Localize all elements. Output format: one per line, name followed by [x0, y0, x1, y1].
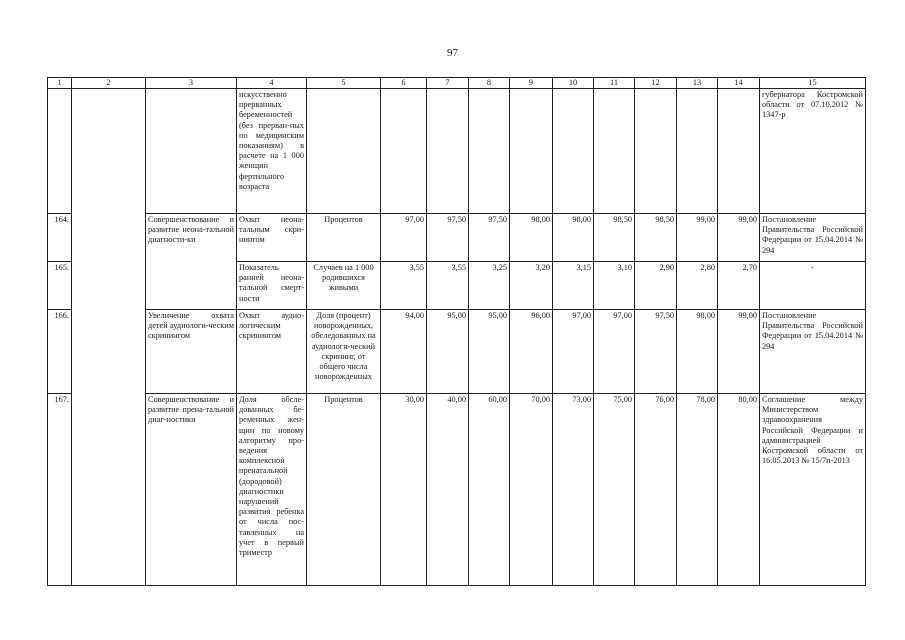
value-cell: 76,00	[635, 394, 677, 586]
value-cell: 60,00	[469, 394, 510, 586]
value-cell: 30,00	[381, 394, 427, 586]
column-header: 15	[760, 78, 866, 89]
value-cell: 3,25	[469, 262, 510, 310]
column-header: 8	[469, 78, 510, 89]
column-number-row	[48, 78, 866, 89]
value-cell: 3,10	[594, 262, 635, 310]
column-header: 2	[72, 78, 146, 89]
column-header: 6	[381, 78, 427, 89]
indicator-cell: Показатель ранней неона-тальной смерт-ности	[237, 262, 307, 310]
value-cell: 98,00	[677, 310, 718, 394]
basis-cell: губернатора Костромской области от 07.10.2012 № 1347-р	[760, 89, 866, 214]
table-row-continuation	[48, 89, 866, 214]
column-header: 1	[48, 78, 72, 89]
value-cell: 73,00	[553, 394, 594, 586]
unit-cell: Процентов	[307, 214, 381, 262]
table-row	[48, 310, 866, 394]
value-cell: 2,70	[718, 262, 760, 310]
value-cell: 95,00	[469, 310, 510, 394]
column-header: 5	[307, 78, 381, 89]
value-cell: 98,50	[594, 214, 635, 262]
value-cell: 2,80	[677, 262, 718, 310]
indicator-cell: Доля обсле-дованных бе-ременных жен-щин по новому алгоритму про-ведения комплексной пренатальной (дородовой) диагностики нарушений развития ребенка от числа пос-тавленных на учет в первый триместр	[237, 394, 307, 586]
page-number: 97	[447, 47, 458, 59]
row-number: 164.	[48, 214, 72, 262]
row-number: 167.	[48, 394, 72, 586]
basis-cell: -	[760, 262, 866, 310]
value-cell: 97,00	[381, 214, 427, 262]
indicator-cell: Охват аудио-логическим скринингом	[237, 310, 307, 394]
column-header: 7	[427, 78, 469, 89]
unit-cell: Доля (процент) новорожденных, обследованных на аудиологи-ческий скрининг, от общего числа новорожденных	[307, 310, 381, 394]
value-cell: 99,00	[677, 214, 718, 262]
indicator-cell: Охват неона-тальным скри-нингом	[237, 214, 307, 262]
column-header: 10	[553, 78, 594, 89]
value-cell: 99,00	[718, 310, 760, 394]
column-header: 14	[718, 78, 760, 89]
value-cell: 97,00	[594, 310, 635, 394]
value-cell: 3,55	[427, 262, 469, 310]
column-2-empty	[72, 89, 146, 586]
indicator-cell: искусственно прерванных беременностей (без прерван-ных по медицинским показаниям) в расчете на 1 000 женщин фертильного возраста	[237, 89, 307, 214]
table-row	[48, 214, 866, 262]
basis-cell: Постановление Правительства Российской Федерации от 15.04.2014 № 294	[760, 310, 866, 394]
value-cell: 97,50	[469, 214, 510, 262]
value-cell: 78,00	[677, 394, 718, 586]
column-header: 9	[510, 78, 553, 89]
event-cell: Увеличение охвата детей аудиологи-ческим скринингом	[146, 310, 237, 394]
value-cell: 94,00	[381, 310, 427, 394]
value-cell: 97,50	[635, 310, 677, 394]
basis-cell: Соглашение между Министерством здравоохранения Российской Федерации и администрацией Костромской области от 16.05.2013 № 15/7п-2013	[760, 394, 866, 586]
value-cell: 3,55	[381, 262, 427, 310]
row-number: 166.	[48, 310, 72, 394]
value-cell: 3,20	[510, 262, 553, 310]
value-cell: 80,00	[718, 394, 760, 586]
unit-cell: Случаев на 1 000 родившихся живыми	[307, 262, 381, 310]
value-cell: 97,50	[427, 214, 469, 262]
value-cell: 98,00	[510, 214, 553, 262]
value-cell: 99,00	[718, 214, 760, 262]
value-cell: 75,00	[594, 394, 635, 586]
indicators-table	[47, 77, 866, 586]
column-header: 12	[635, 78, 677, 89]
column-header: 11	[594, 78, 635, 89]
basis-cell: Постановление Правительства Российской Федерации от 15.04.2014 № 294	[760, 214, 866, 262]
event-cell: Совершенствование и развитие прена-тальной диаг-ностики	[146, 394, 237, 586]
row-number: 165.	[48, 262, 72, 310]
event-cell: Совершенствование и развитие неона-тальной диагности-ки	[146, 214, 237, 310]
value-cell: 98,50	[635, 214, 677, 262]
table-row	[48, 394, 866, 586]
column-header: 3	[146, 78, 237, 89]
value-cell: 95,00	[427, 310, 469, 394]
value-cell: 40,00	[427, 394, 469, 586]
column-header: 13	[677, 78, 718, 89]
unit-cell: Процентов	[307, 394, 381, 586]
value-cell: 3,15	[553, 262, 594, 310]
value-cell: 96,00	[510, 310, 553, 394]
value-cell: 98,00	[553, 214, 594, 262]
column-header: 4	[237, 78, 307, 89]
value-cell: 70,00	[510, 394, 553, 586]
value-cell: 2,90	[635, 262, 677, 310]
value-cell: 97,00	[553, 310, 594, 394]
